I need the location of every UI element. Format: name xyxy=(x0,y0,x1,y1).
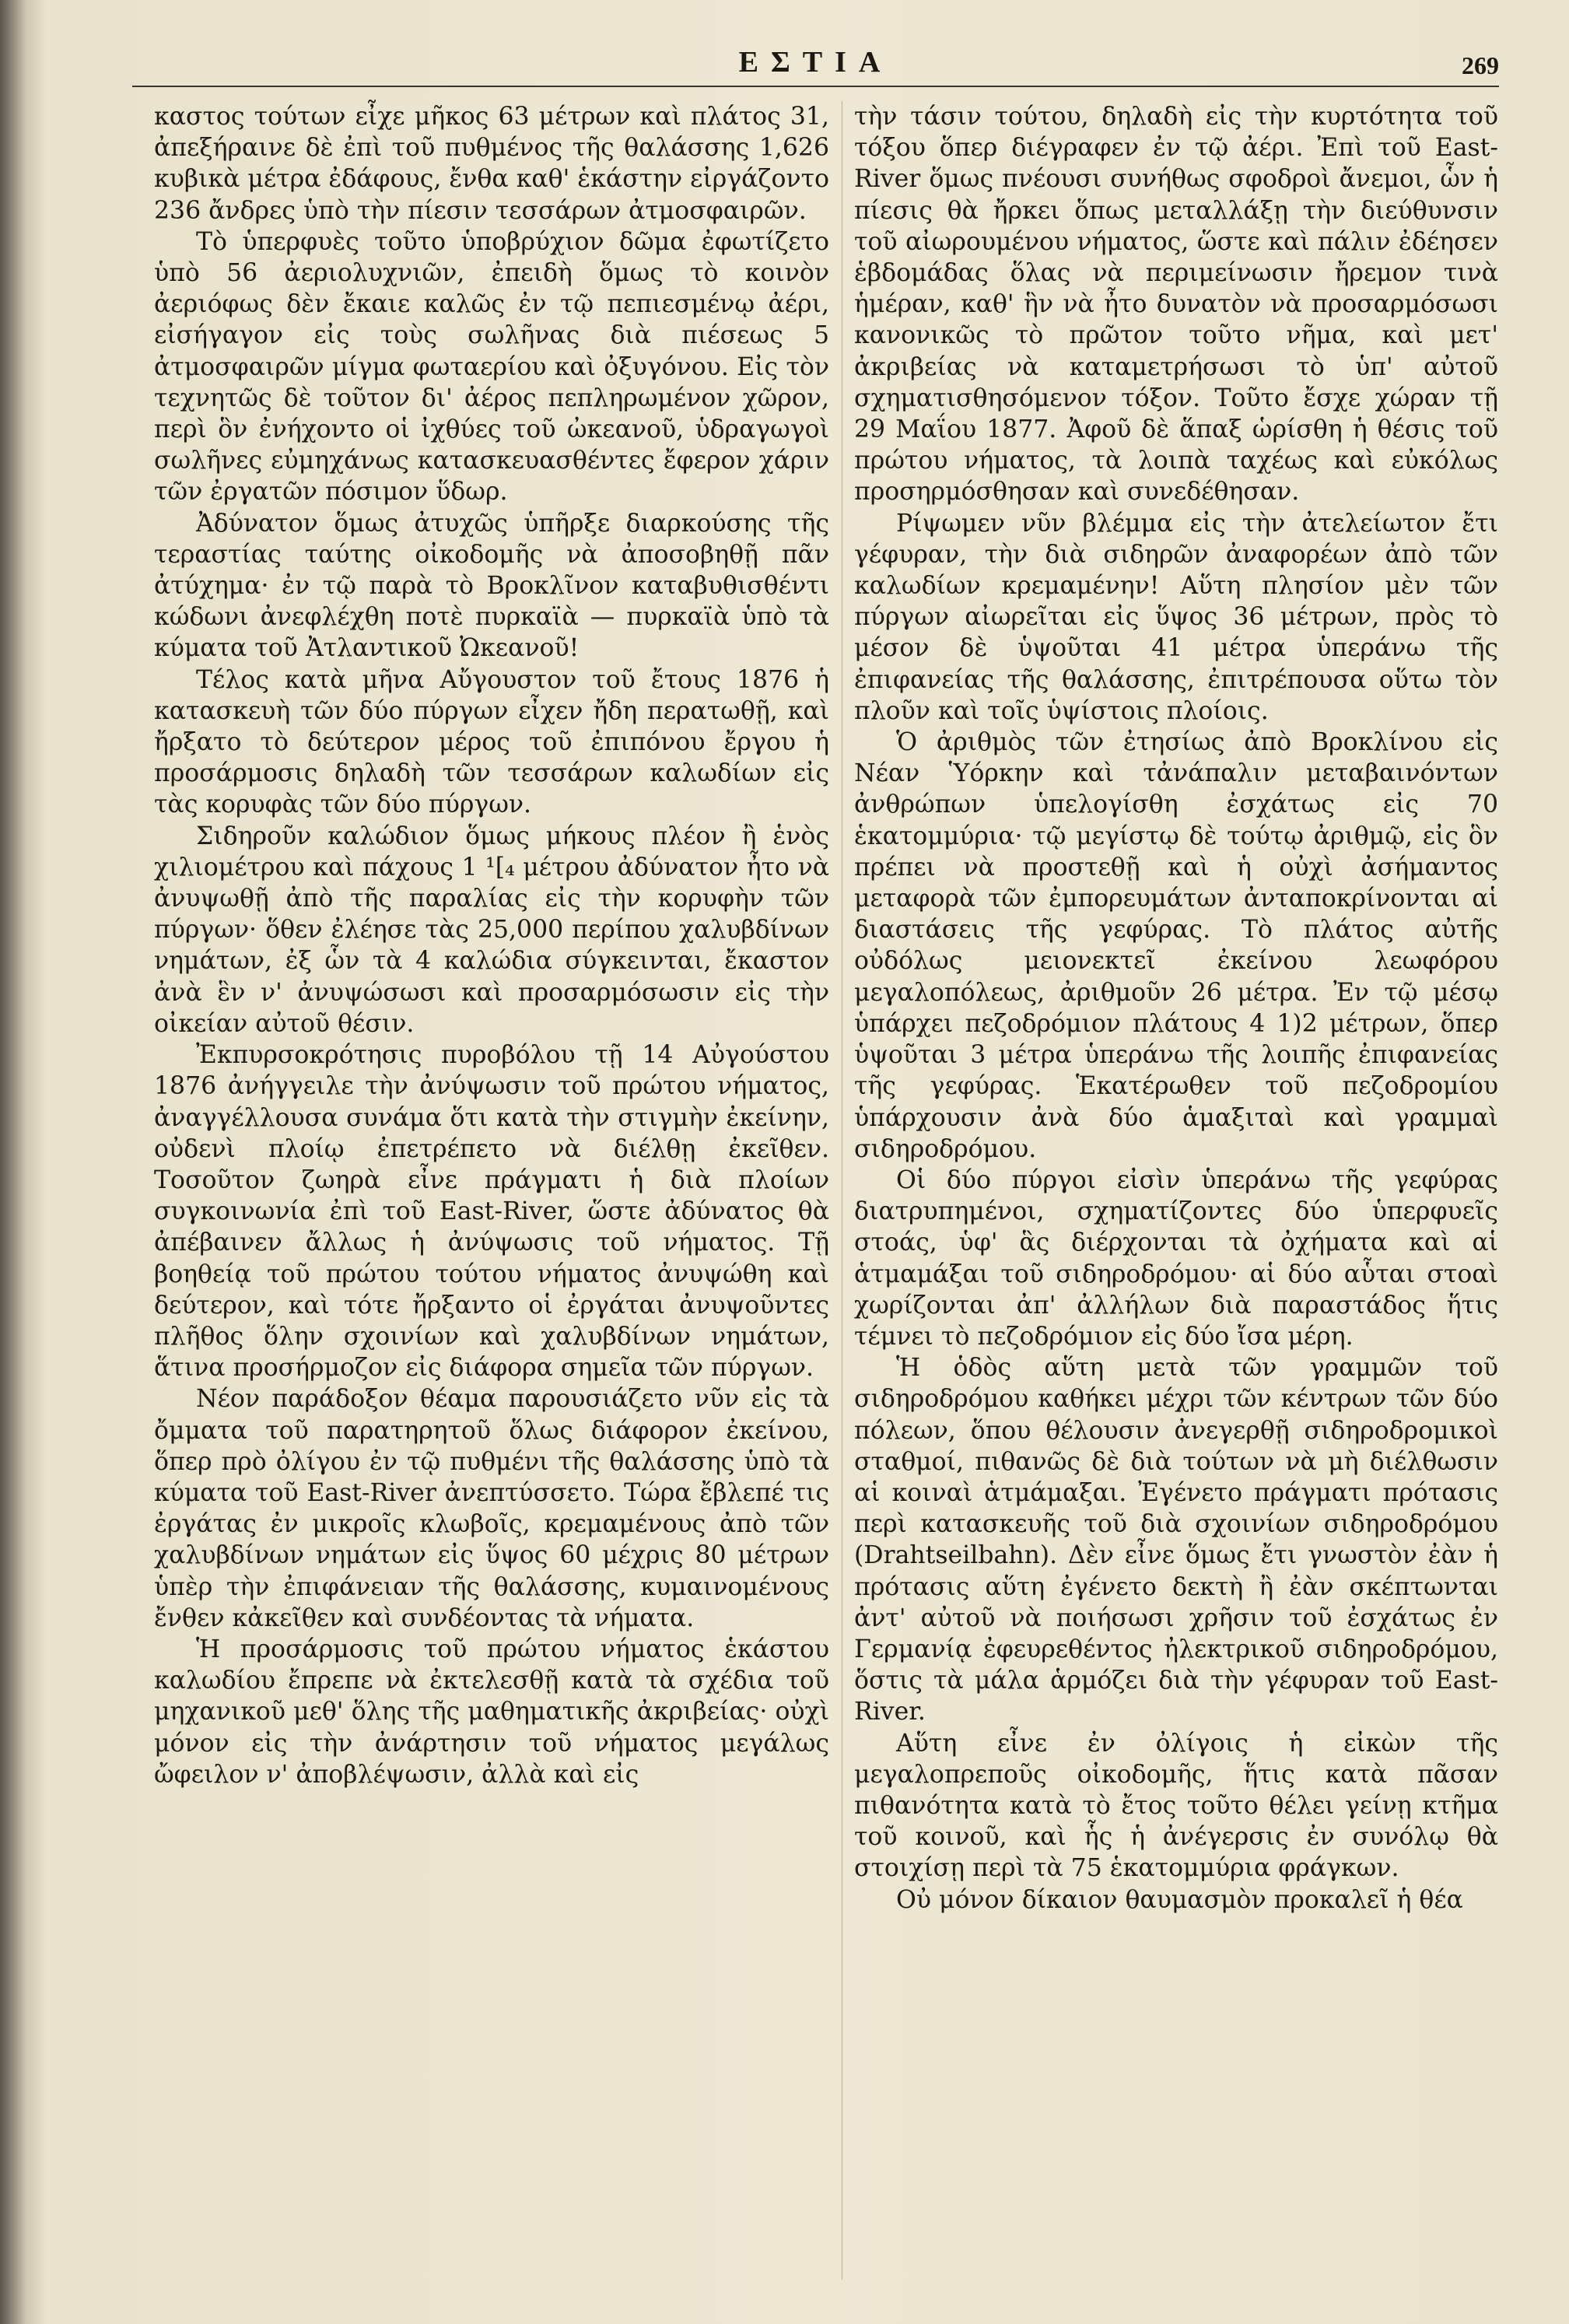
paragraph: τὴν τάσιν τούτου, δηλαδὴ εἰς τὴν κυρτότητα τοῦ τόξου ὅπερ διέγραφεν ἐν τῷ ἀέρι. Ἐπὶ τοῦ East-River ὅμως πνέουσι συνήθως σφοδροὶ ἄνεμοι, ὧν ἡ πίεσις θὰ ἤρκει ὅπως μεταλλάξῃ τὴν διεύθυνσιν τοῦ αἰωρουμένου νήματος, ὥστε καὶ πάλιν ἐδέησεν ἑβδομάδας ὅλας νὰ περιμείνωσιν ἤρεμον τινὰ ἡμέραν, καθ' ἣν νὰ ἦτο δυνατὸν νὰ προσαρμόσωσι κανονικῶς τὸ πρῶτον τοῦτο νῆμα, καὶ μετ' ἀκριβείας νὰ καταμετρήσωσι τὸ ὑπ' αὐτοῦ σχηματισθησόμενον τόξον. Τοῦτο ἔσχε χώραν τῇ 29 Μαΐου 1877. Ἀφοῦ δὲ ἅπαξ ὡρίσθη ἡ θέσις τοῦ πρώτου νήματος, τὰ λοιπὰ ταχέως καὶ εὐκόλως προσηρμόσθησαν καὶ συνεδέθησαν. xyxy=(854,103,1498,507)
paragraph: Αὕτη εἶνε ἐν ὀλίγοις ἡ εἰκὼν τῆς μεγαλοπρεποῦς οἰκοδομῆς, ἥτις κατὰ πᾶσαν πιθανότητα κατὰ τὸ ἔτος τοῦτο θέλει γείνῃ κτῆμα τοῦ κοινοῦ, καὶ ἧς ἡ ἀνέγερσις ἐν συνόλῳ θὰ στοιχίσῃ περὶ τὰ 75 ἑκατομμύρια φράγκων. xyxy=(854,1729,1498,1883)
paragraph: Οἱ δύο πύργοι εἰσὶν ὑπεράνω τῆς γεφύρας διατρυπημένοι, σχηματίζοντες δύο ὑπερφυεῖς στοάς, ὑφ' ἃς διέρχονται τὰ ὀχήματα καὶ αἱ ἁτμαμάξαι τοῦ σιδηροδρόμου· αἱ δύο αὗται στοαὶ χωρίζονται ἀπ' ἀλλήλων διὰ παραστάδος ἥτις τέμνει τὸ πεζοδρόμιον εἰς δύο ἴσα μέρη. xyxy=(854,1166,1498,1351)
paragraph: καστος τούτων εἶχε μῆκος 63 μέτρων καὶ πλάτος 31, ἀπεξήραινε δὲ ἐπὶ τοῦ πυθμένος τῆς θαλάσσης 1,626 κυβικὰ μέτρα ἐδάφους, ἔνθα καθ' ἑκάστην εἰργάζοντο 236 ἄνδρες ὑπὸ τὴν πίεσιν τεσσάρων ἀτμοσφαιρῶν. xyxy=(154,103,829,225)
paragraph: Τὸ ὑπερφυὲς τοῦτο ὑποβρύχιον δῶμα ἐφωτίζετο ὑπὸ 56 ἀεριολυχνιῶν, ἐπειδὴ ὅμως τὸ κοινὸν ἀεριόφως δὲν ἔκαιε καλῶς ἐν τῷ πεπιεσμένῳ ἀέρι, εἰσήγαγον εἰς τοὺς σωλῆνας διὰ πιέσεως 5 ἀτμοσφαιρῶν μίγμα φωταερίου καὶ ὀξυγόνου. Εἰς τὸν τεχνητῶς δὲ τοῦτον δι' ἀέρος πεπληρωμένον χῶρον, περὶ ὃν ἐνήχοντο οἱ ἰχθύες τοῦ ὠκεανοῦ, ὑδραγωγοὶ σωλῆνες εὐμηχάνως κατασκευασθέντες ἔφερον χάριν τῶν ἐργατῶν πόσιμον ὕδωρ. xyxy=(154,227,829,507)
paragraph: Τέλος κατὰ μῆνα Αὔγουστον τοῦ ἔτους 1876 ἡ κατασκευὴ τῶν δύο πύργων εἶχεν ἤδη περατωθῇ, καὶ ἤρξατο τὸ δεύτερον μέρος τοῦ ἐπιπόνου ἔργου ἡ προσάρμοσις δηλαδὴ τῶν τεσσάρων καλωδίων εἰς τὰς κορυφὰς τῶν δύο πύργων. xyxy=(154,665,829,819)
paragraph: Οὐ μόνον δίκαιον θαυμασμὸν προκαλεῖ ἡ θέα xyxy=(896,1885,1463,1914)
page-number: 269 xyxy=(1462,51,1499,79)
left-column xyxy=(154,101,829,1790)
paragraph: Νέον παράδοξον θέαμα παρουσιάζετο νῦν εἰς τὰ ὄμματα τοῦ παρατηρητοῦ ὅλως διάφορον ἐκείνου, ὅπερ πρὸ ὀλίγου ἐν τῷ πυθμένι τῆς θαλάσσης ὑπὸ τὰ κύματα τοῦ East-River ἀνεπτύσσετο. Τώρα ἔβλεπέ τις ἐργάτας ἐν μικροῖς κλωβοῖς, κρεμαμένους ἀπὸ τῶν χαλυβδίνων νημάτων εἰς ὕψος 60 μέχρις 80 μέτρων ὑπὲρ τὴν ἐπιφάνειαν τῆς θαλάσσης, κυμαινομένους ἔνθεν κἀκεῖθεν καὶ συνδέοντας τὰ νήματα. xyxy=(154,1385,829,1632)
right-column xyxy=(854,101,1498,1916)
paragraph: Ρίψωμεν νῦν βλέμμα εἰς τὴν ἀτελείωτον ἔτι γέφυραν, τὴν διὰ σιδηρῶν ἀναφορέων ἀπὸ τῶν καλωδίων κρεμαμένην! Αὕτη πλησίον μὲν τῶν πύργων αἰωρεῖται εἰς ὕψος 36 μέτρων, πρὸς τὸ μέσον δὲ ὑψοῦται 41 μέτρα ὑπεράνω τῆς ἐπιφανείας τῆς θαλάσσης, ἐπιτρέπουσα οὕτω τὸν πλοῦν καὶ τοῖς ὑψίστοις πλοίοις. xyxy=(854,509,1498,725)
paragraph: Ἡ προσάρμοσις τοῦ πρώτου νήματος ἑκάστου καλωδίου ἔπρεπε νὰ ἐκτελεσθῇ κατὰ τὰ σχέδια τοῦ μηχανικοῦ μεθ' ὅλης τῆς μαθηματικῆς ἀκριβείας· οὐχὶ μόνον εἰς τὴν ἀνάρτησιν τοῦ νήματος μεγάλως ὤφειλον ν' ἀποβλέψωσιν, ἀλλὰ καὶ εἰς xyxy=(154,1635,829,1789)
paragraph: Ἀδύνατον ὅμως ἀτυχῶς ὑπῆρξε διαρκούσης τῆς τεραστίας ταύτης οἰκοδομῆς νὰ ἀποσοβηθῇ πᾶν ἀτύχημα· ἐν τῷ παρὰ τὸ Βροκλῖνον καταβυθισθέντι κώδωνι ἀνεφλέχθη ποτὲ πυρκαϊὰ — πυρκαϊὰ ὑπὸ τὰ κύματα τοῦ Ἀτλαντικοῦ Ὠκεανοῦ! xyxy=(154,509,829,663)
paragraph: Ὁ ἀριθμὸς τῶν ἐτησίως ἀπὸ Βροκλίνου εἰς Νέαν Ὑόρκην καὶ τἀνάπαλιν μεταβαινόντων ἀνθρώπων ὑπελογίσθη ἐσχάτως εἰς 70 ἑκατομμύρια· τῷ μεγίστῳ δὲ τούτῳ ἀριθμῷ, εἰς ὃν πρέπει νὰ προστεθῇ καὶ ἡ οὐχὶ ἀσήμαντος μεταφορὰ τῶν ἐμπορευμάτων ἀνταποκρίνονται αἱ διαστάσεις τῆς γεφύρας. Τὸ πλάτος αὐτῆς οὐδόλως μειονεκτεῖ ἐκείνου λεωφόρου μεγαλοπόλεως, ἀριθμοῦν 26 μέτρα. Ἐν τῷ μέσῳ ὑπάρχει πεζοδρόμιον πλάτους 4 1)2 μέτρων, ὅπερ ὑψοῦται 3 μέτρα ὑπεράνω τῆς λοιπῆς ἐπιφανείας τῆς γεφύρας. Ἑκατέρωθεν τοῦ πεζοδρομίου ὑπάρχουσιν ἀνὰ δύο ἁμαξιταὶ καὶ γραμμαὶ σιδηροδρόμου. xyxy=(854,728,1498,1163)
paragraph: Σιδηροῦν καλώδιον ὅμως μήκους πλέον ἢ ἑνὸς χιλιομέτρου καὶ πάχους 1 ¹[₄ μέτρου ἀδύνατον ἦτο νὰ ἀνυψωθῇ ἀπὸ τῆς παραλίας εἰς τὴν κορυφὴν τῶν πύργων· ὅθεν ἐλέησε τὰς 25,000 περίπου χαλυβδίνων νημάτων, ἐξ ὧν τὰ 4 καλώδια σύγκεινται, ἔκαστον ἀνὰ ἓν ν' ἀνυψώσωσι καὶ προσαρμόσωσιν εἰς τὴν οἰκείαν αὐτοῦ θέσιν. xyxy=(154,822,829,1038)
page-header xyxy=(132,39,1499,87)
paragraph: Ἡ ὁδὸς αὕτη μετὰ τῶν γραμμῶν τοῦ σιδηροδρόμου καθήκει μέχρι τῶν κέντρων τῶν δύο πόλεων, ὅπου θέλουσιν ἀνεγερθῇ σιδηροδρομικοὶ σταθμοί, πιθανῶς δὲ διὰ τούτων νὰ μὴ διέλθωσιν αἱ κοιναὶ ἁτμάμαξαι. Ἐγένετο πράγματι πρότασις περὶ κατασκευῆς τοῦ διὰ σχοινίων σιδηροδρόμου (Drahtseilbahn). Δὲν εἶνε ὅμως ἔτι γνωστὸν ἐὰν ἡ πρότασις αὕτη ἐγένετο δεκτὴ ἢ ἐὰν σκέπτωνται ἀντ' αὐτοῦ νὰ ποιήσωσι χρῆσιν τοῦ ἐσχάτως ἐν Γερμανίᾳ ἐφευρεθέντος ἠλεκτρικοῦ σιδηροδρόμου, ὅστις τὰ μάλα ἁρμόζει διὰ τὴν γέφυραν τοῦ East-River. xyxy=(854,1354,1498,1726)
paragraph: Ἐκπυρσοκρότησις πυροβόλου τῇ 14 Αὐγούστου 1876 ἀνήγγειλε τὴν ἀνύψωσιν τοῦ πρώτου νήματος, ἀναγγέλλουσα συνάμα ὅτι κατὰ τὴν στιγμὴν ἐκείνην, οὐδενὶ πλοίῳ ἐπετρέπετο νὰ διέλθῃ ἐκεῖθεν. Τοσοῦτον ζωηρὰ εἶνε πράγματι ἡ διὰ πλοίων συγκοινωνία ἐπὶ τοῦ East-River, ὥστε ἀδύνατος θὰ ἀπέβαινεν ἄλλως ἡ ἀνύψωσις τοῦ νήματος. Τῇ βοηθείᾳ τοῦ πρώτου τούτου νήματος ἀνυψώθη καὶ δεύτερον, καὶ τότε ἤρξαντο οἱ ἐργάται ἀνυψοῦντες πλῆθος ὅλην σχοινίων καὶ χαλυβδίνων νημάτων, ἅτινα προσήρμοζον εἰς διάφορα σημεῖα τῶν πύργων. xyxy=(154,1041,829,1383)
running-title: ΕΣΤΙΑ xyxy=(738,46,893,79)
